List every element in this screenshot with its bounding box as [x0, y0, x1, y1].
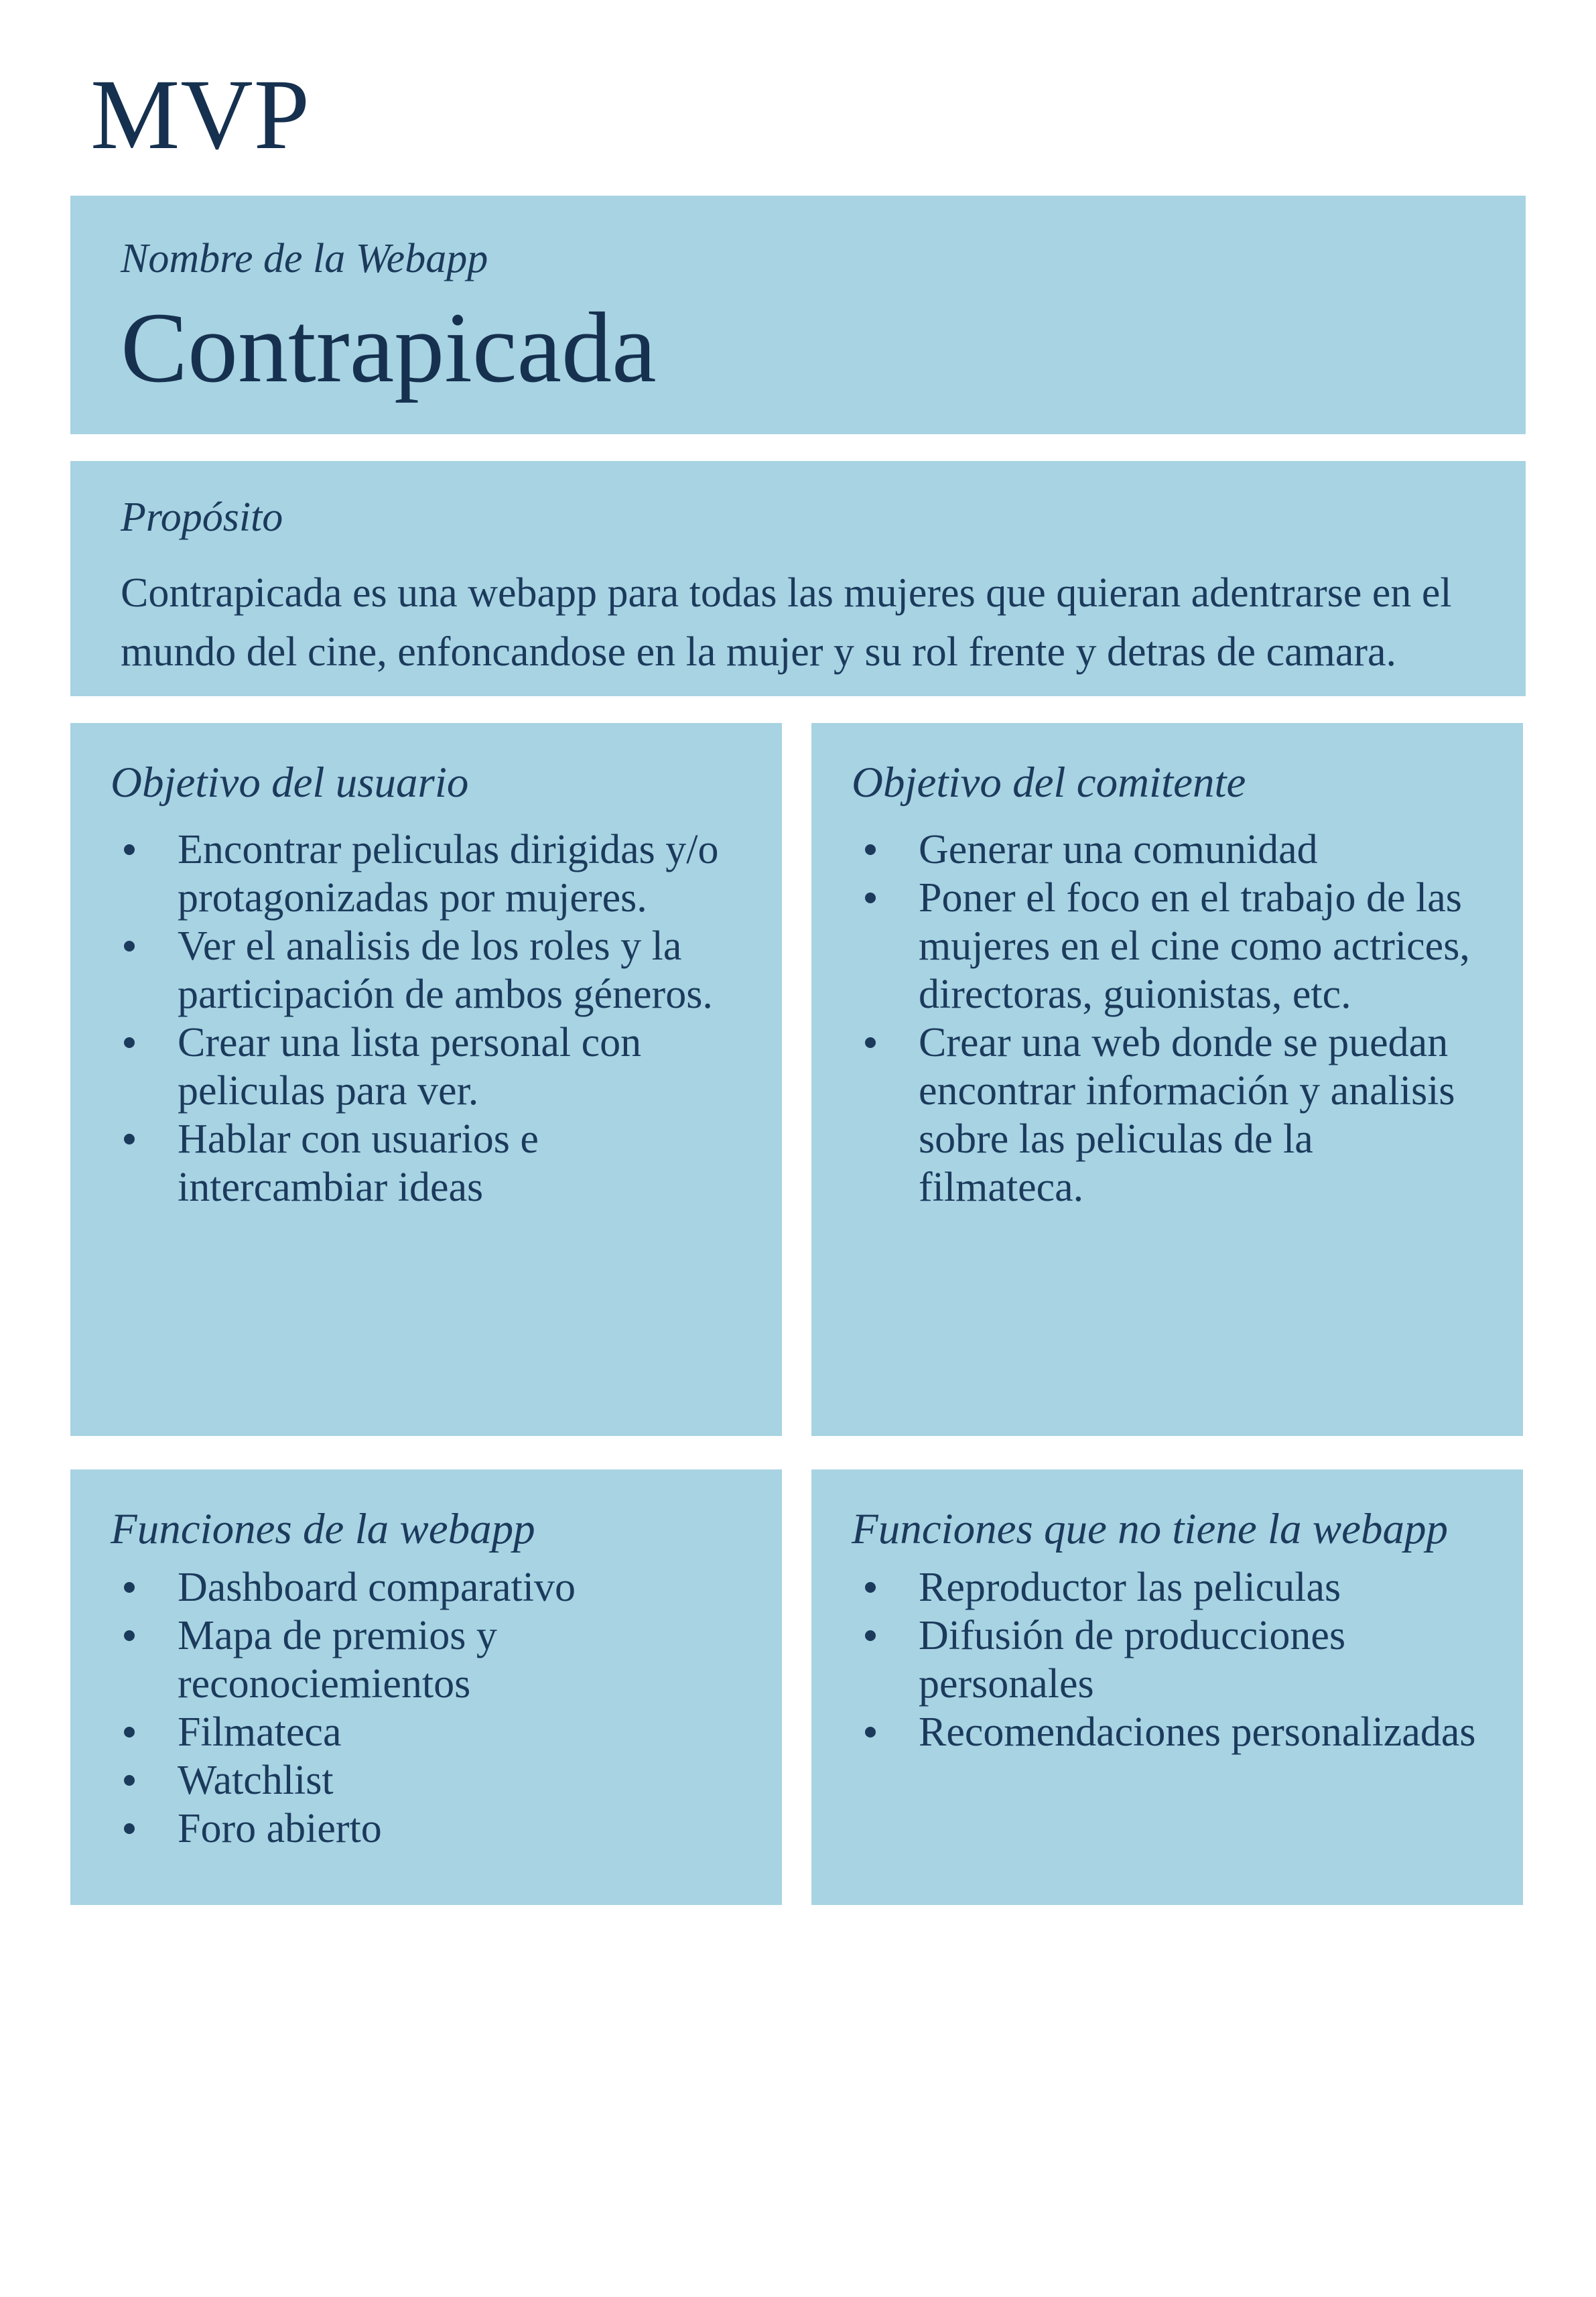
- card-webapp-name: [70, 196, 1526, 434]
- non-features-list: [852, 1563, 1483, 1756]
- bullet-item: Poner el foco en el trabajo de las mujeres en el cine como actrices, directoras, guionistas, etc.: [852, 874, 1483, 1019]
- client-goals-heading: Objetivo del comitente: [852, 759, 1246, 807]
- bullet-item: Dashboard comparativo: [111, 1563, 742, 1612]
- goals-row: [70, 723, 1526, 1436]
- bullet-item: Ver el analisis de los roles y la participación de ambos géneros.: [111, 922, 742, 1019]
- bullet-item: Crear una web donde se puedan encontrar información y analisis sobre las peliculas de la filmateca.: [852, 1019, 1483, 1211]
- bullet-item: Watchlist: [111, 1756, 742, 1804]
- card-features: [70, 1469, 782, 1905]
- webapp-name-label: Nombre de la Webapp: [121, 236, 488, 281]
- card-client-goals: [811, 723, 1523, 1436]
- bullet-item: Hablar con usuarios e intercambiar ideas: [111, 1115, 742, 1211]
- bullet-item: Encontrar peliculas dirigidas y/o protagonizadas por mujeres.: [111, 826, 742, 922]
- features-heading: Funciones de la webapp: [111, 1505, 535, 1553]
- purpose-heading: Propósito: [121, 495, 283, 540]
- bullet-item: Mapa de premios y reconociemientos: [111, 1612, 742, 1708]
- bullet-item: Crear una lista personal con peliculas para ver.: [111, 1019, 742, 1115]
- client-goals-list: [852, 826, 1483, 1211]
- webapp-name-value: Contrapicada: [121, 292, 657, 403]
- features-row: [70, 1469, 1526, 1905]
- page-title: MVP: [90, 59, 311, 170]
- features-list: [111, 1563, 742, 1853]
- card-purpose: [70, 461, 1526, 696]
- bullet-item: Foro abierto: [111, 1804, 742, 1853]
- non-features-heading: Funciones que no tiene la webapp: [852, 1505, 1448, 1553]
- purpose-body: Contrapicada es una webapp para todas las mujeres que quieran adentrarse en el mundo del cine, enfoncandose en la mujer y su rol frente y detras de camara.: [121, 570, 1452, 675]
- user-goals-heading: Objetivo del usuario: [111, 759, 469, 807]
- bullet-item: Filmateca: [111, 1708, 742, 1756]
- card-user-goals: [70, 723, 782, 1436]
- bullet-item: Difusión de producciones personales: [852, 1612, 1483, 1708]
- bullet-item: Generar una comunidad: [852, 826, 1483, 874]
- user-goals-list: [111, 826, 742, 1211]
- bullet-item: Reproductor las peliculas: [852, 1563, 1483, 1612]
- card-non-features: [811, 1469, 1523, 1905]
- bullet-item: Recomendaciones personalizadas: [852, 1708, 1483, 1756]
